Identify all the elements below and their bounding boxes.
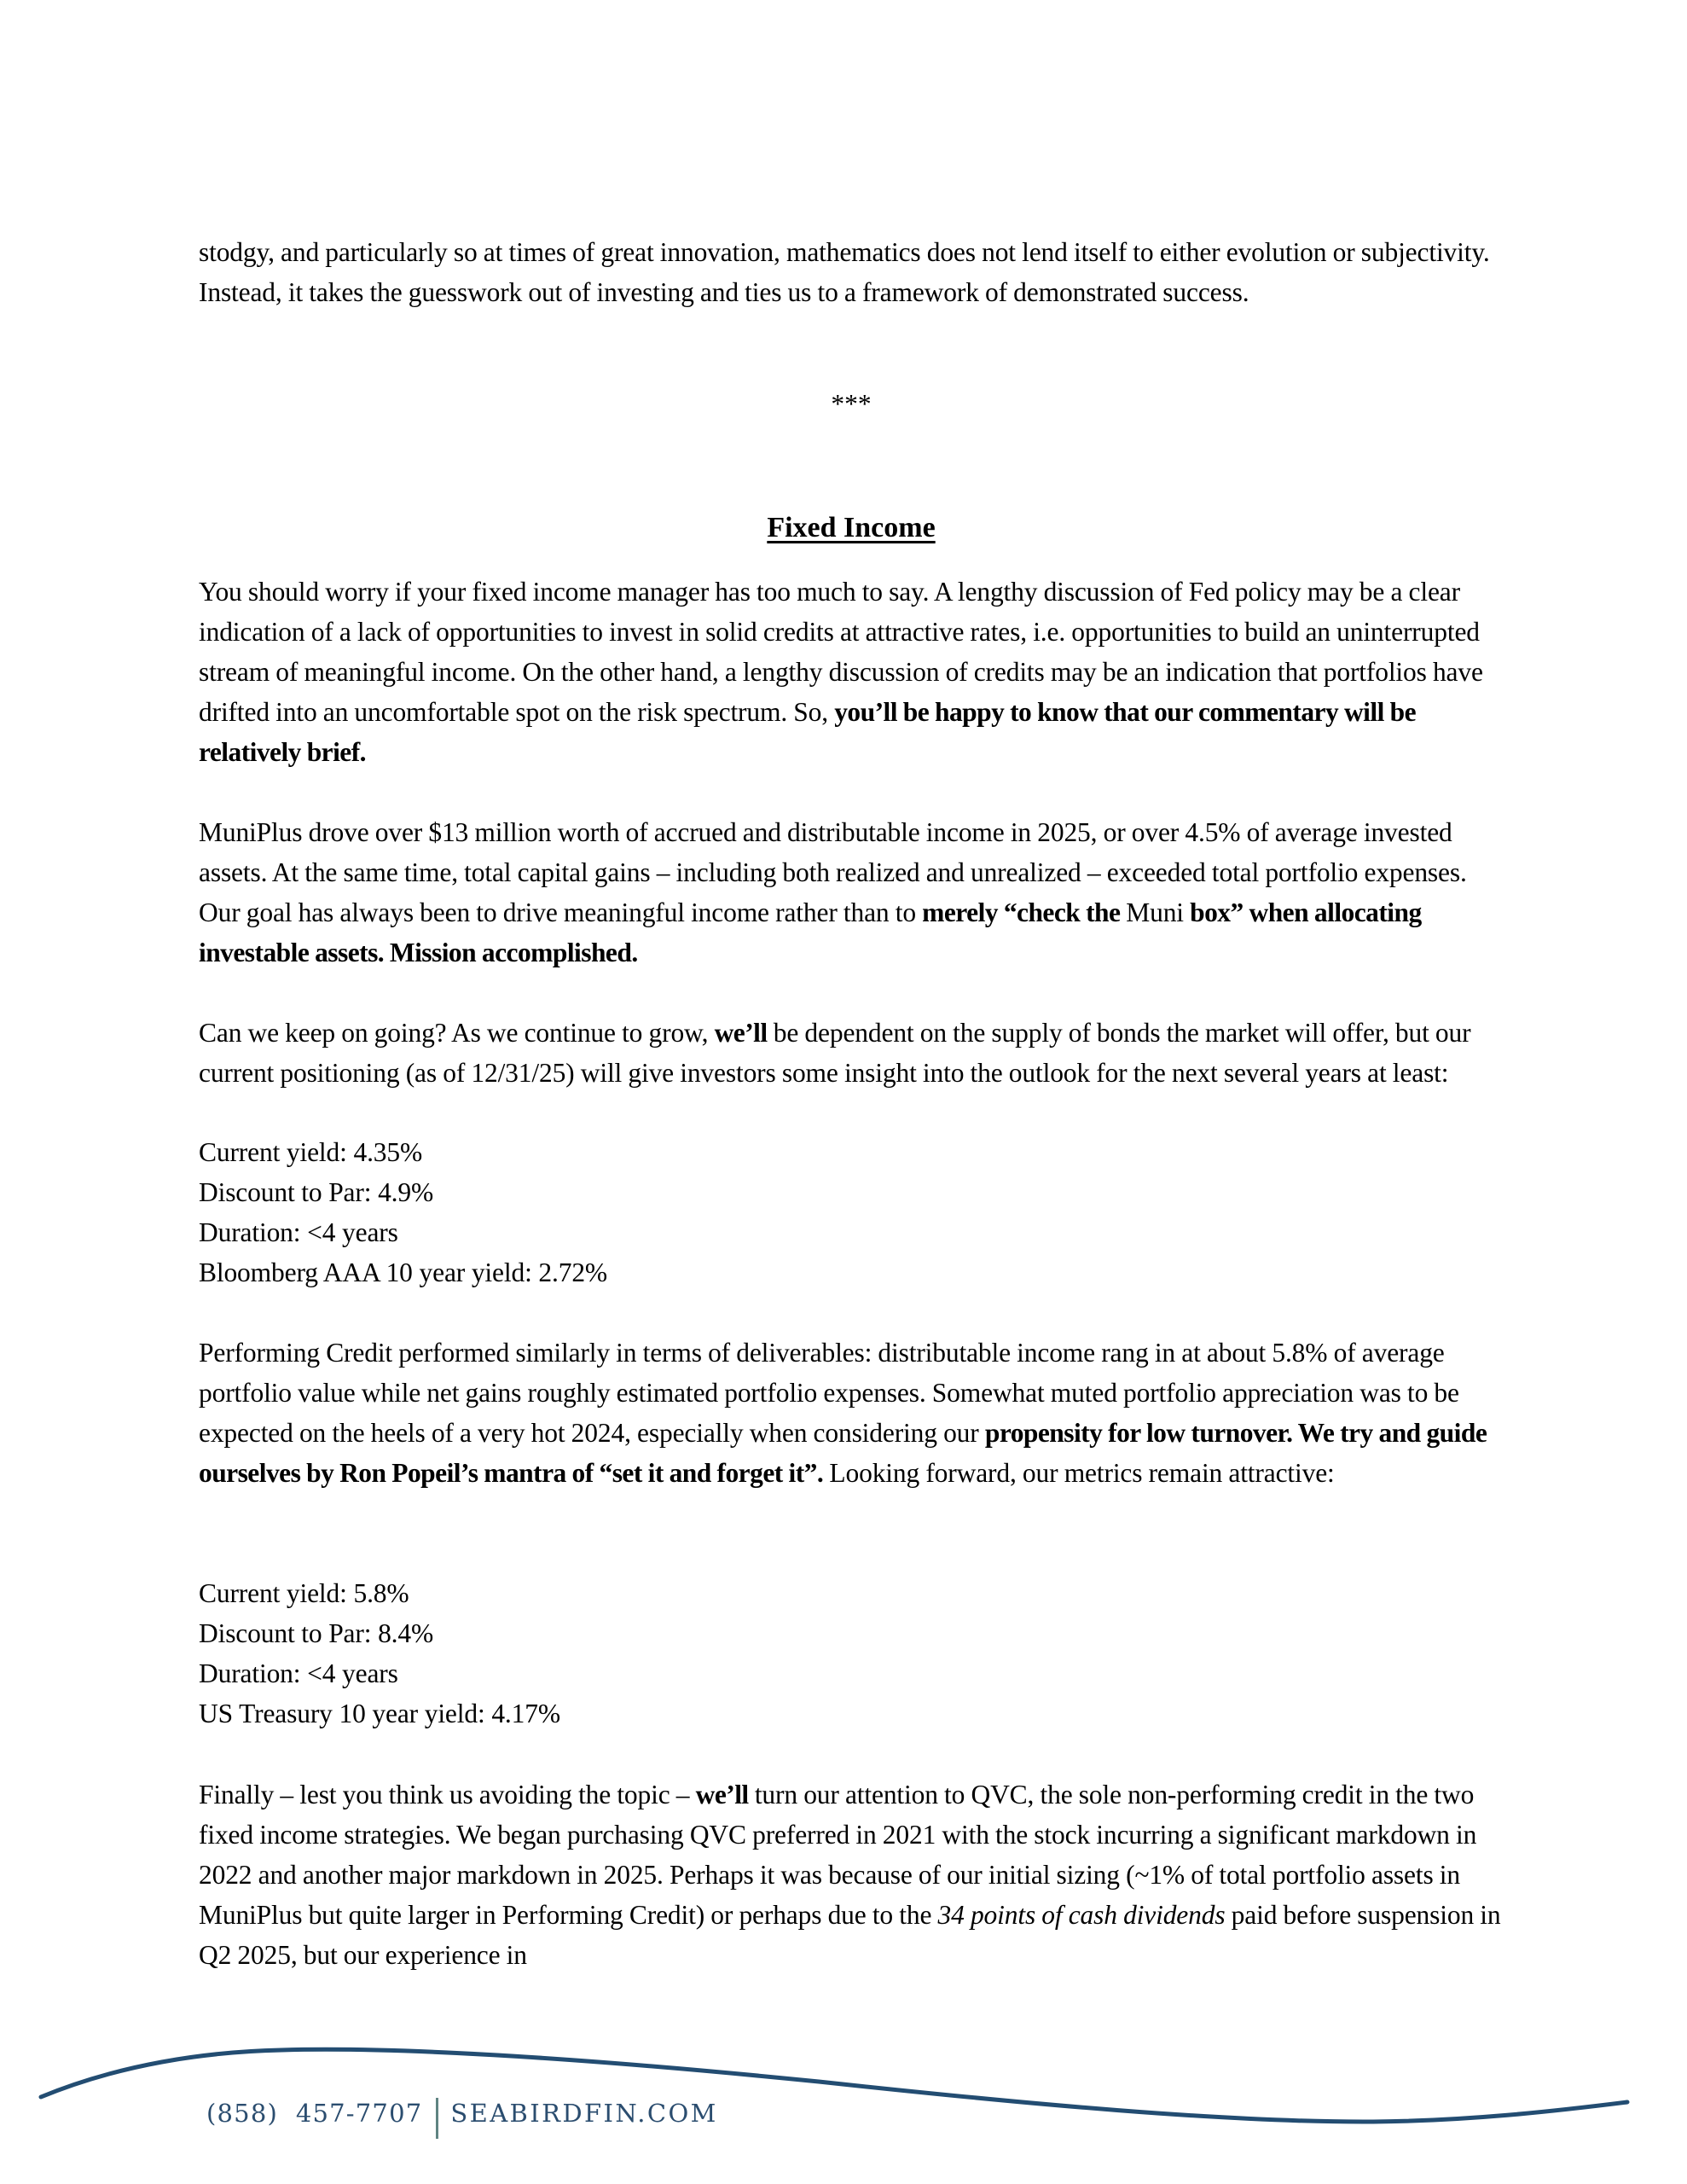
metric-label: Current yield (199, 1137, 340, 1167)
paragraph-keep-going (199, 1013, 1504, 1093)
footer-website-link[interactable]: SEABIRDFIN.COM (450, 2099, 718, 2128)
text-run: Performing Credit performed similarly in terms of deliverables: distributable income rang in at about 5.8% of average portfolio value while net gains roughly estimated portfolio expenses. Somewhat muted portfolio appreciation was to be expected on the heels of a very hot 2024, especially when considering our (199, 1338, 1459, 1448)
text-run: paid before suspension in Q2 2025, but our experience in (199, 1900, 1501, 1970)
text-run: Finally – lest you think us avoiding the topic – (199, 1780, 696, 1809)
emphasis-bold: you’ll be happy to know that our commentary will be relatively brief. (199, 697, 1417, 767)
metric-value: 4.17% (491, 1699, 560, 1728)
metric-label: Duration (199, 1658, 293, 1688)
text-run: stodgy, and particularly so at times of great innovation, mathematics does not lend itself to either evolution or subjectivity. Instead, it takes the guesswork out of investing and ties us to a framework of demonstrated success. (199, 237, 1490, 307)
muniplus-metrics-list (199, 1132, 1504, 1292)
text-run: Can we keep on going? As we continue to grow, (199, 1018, 715, 1048)
performing-credit-metrics-list (199, 1573, 1504, 1734)
emphasis-bold: box” when allocating investable assets. Mission accomplished. (199, 897, 1422, 967)
metric-value: 8.4% (378, 1618, 434, 1648)
metric-value: <4 years (307, 1658, 398, 1688)
text-run: You should worry if your fixed income manager has too much to say. A lengthy discussion of Fed policy may be a clear indication of a lack of opportunities to invest in solid credits at attractive rates, i.e. opportunities to build an uninterrupted stream of meaningful income. On the other hand, a lengthy discussion of credits may be an indication that portfolios have drifted into an uncomfortable spot on the risk spectrum. So, (199, 577, 1483, 727)
section-heading (199, 508, 1504, 548)
metric-value: 4.9% (378, 1177, 434, 1207)
metric-label: US Treasury 10 year yield (199, 1699, 478, 1728)
paragraph-qvc-block (199, 1774, 1504, 1975)
section-heading-text: Fixed Income (767, 512, 936, 543)
metric-value: 2.72% (538, 1258, 608, 1287)
footer-contact (206, 2092, 718, 2135)
paragraph-qvc (199, 1774, 1504, 1975)
section-separator: *** (831, 389, 872, 419)
footer-divider (436, 2098, 438, 2139)
metric-item: Discount to Par: 4.9% (199, 1177, 434, 1207)
emphasis-italic: 34 points of cash dividends (937, 1900, 1226, 1930)
metric-value: <4 years (307, 1217, 398, 1247)
paragraph-muniplus-block (199, 812, 1504, 973)
metric-value: 4.35% (353, 1137, 423, 1167)
paragraph-fed-policy (199, 572, 1504, 772)
metric-item: Current yield: 5.8% (199, 1578, 409, 1608)
metric-label: Bloomberg AAA 10 year yield (199, 1258, 525, 1287)
muniplus-metrics-block (199, 1132, 1504, 1292)
metric-label: Duration (199, 1217, 293, 1247)
metric-label: Discount to Par (199, 1618, 364, 1648)
paragraph-keep-going-block (199, 1013, 1504, 1093)
text-run: turn our attention to QVC, the sole non-performing credit in the two fixed income strategies. We began purchasing QVC preferred in 2021 with the stock incurring a significant markdown in 2022 and another major markdown in 2025. Perhaps it was because of our initial sizing (~1% of total portfolio assets in MuniPlus but quite larger in Performing Credit) or perhaps due to the (199, 1780, 1477, 1930)
metric-item: US Treasury 10 year yield: 4.17% (199, 1699, 560, 1728)
text-run: Muni (1126, 897, 1191, 927)
emphasis-bold: propensity for low turnover. We try and guide ourselves by Ron Popeil’s mantra of “set it and forget it”. (199, 1418, 1487, 1488)
metric-label: Discount to Par (199, 1177, 364, 1207)
metric-item: Current yield: 4.35% (199, 1137, 423, 1167)
metric-label: Current yield (199, 1578, 340, 1608)
metric-value: 5.8% (353, 1578, 409, 1608)
intro-paragraph (199, 232, 1504, 312)
emphasis-bold: merely “check the (922, 897, 1127, 927)
text-run: MuniPlus drove over $13 million worth of accrued and distributable income in 2025, or over 4.5% of average invested assets. At the same time, total capital gains – including both realized and unrealized – exceeded total portfolio expenses. Our goal has always been to drive meaningful income rather than to (199, 817, 1467, 927)
performing-credit-metrics-block (199, 1573, 1504, 1734)
paragraph-muniplus (199, 812, 1504, 973)
metric-item: Duration: <4 years (199, 1658, 398, 1688)
emphasis-bold: we’ll (695, 1780, 749, 1809)
paragraph-performing-credit-block (199, 1333, 1504, 1493)
metric-item: Duration: <4 years (199, 1217, 398, 1247)
footer-phone[interactable]: (858) 457-7707 (206, 2099, 423, 2128)
paragraph-performing-credit (199, 1333, 1504, 1493)
metric-item: Bloomberg AAA 10 year yield: 2.72% (199, 1258, 608, 1287)
emphasis-bold: we’ll (714, 1018, 768, 1048)
text-run: Looking forward, our metrics remain attractive: (823, 1458, 1335, 1488)
paragraph-fed-policy-block (199, 572, 1504, 772)
text-run: be dependent on the supply of bonds the market will offer, but our current positioning (as of 12/31/25) will give investors some insight into the outlook for the next several years at least: (199, 1018, 1471, 1088)
metric-item: Discount to Par: 8.4% (199, 1618, 434, 1648)
